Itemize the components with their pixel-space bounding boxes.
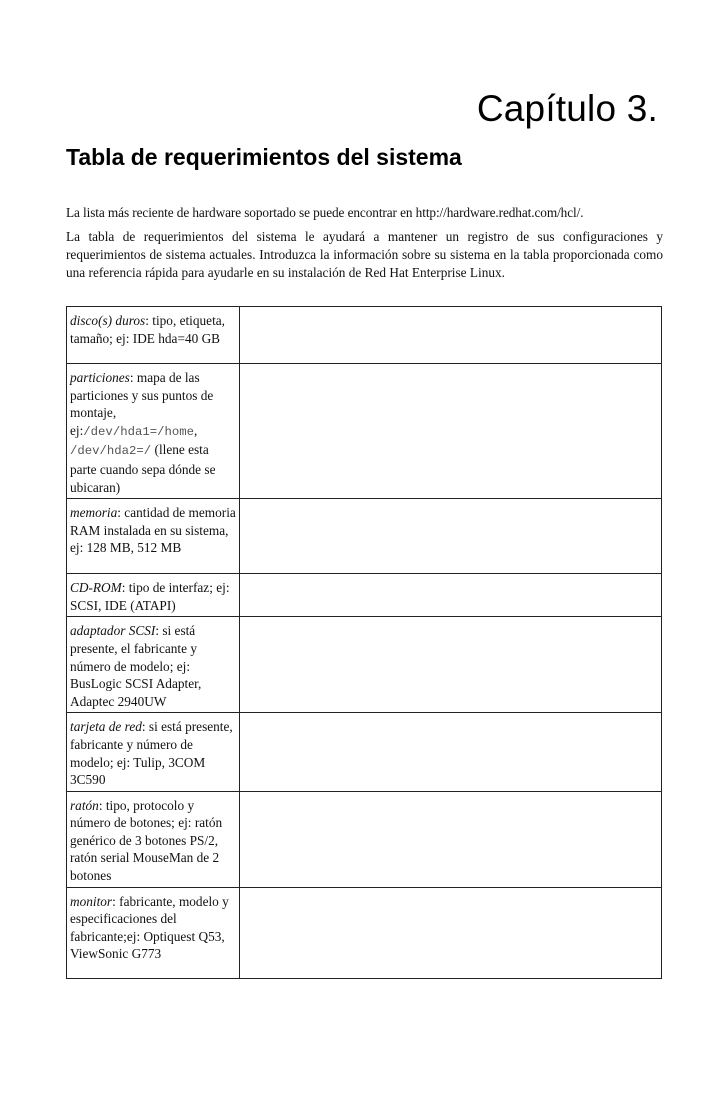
separator: ,	[194, 422, 198, 438]
value-cell-scsi[interactable]	[240, 617, 662, 713]
intro-paragraph-hcl: La lista más reciente de hardware soportado se puede encontrar en http://hardware.redhat.com/hcl/.	[66, 205, 584, 220]
row-label-cdrom	[67, 574, 240, 617]
page-title: Tabla de requerimientos del sistema	[66, 144, 462, 170]
term: adaptador SCSI	[70, 623, 156, 639]
description: : mapa de las particiones y sus puntos de montaje, ej:	[70, 370, 214, 438]
code-path: /dev/hda1=/home	[83, 424, 194, 439]
description-after: (llene esta parte cuando sepa dónde se ubicaran)	[70, 442, 216, 495]
table-row	[67, 574, 662, 617]
table-row	[67, 791, 662, 887]
value-cell-disks[interactable]	[240, 307, 662, 364]
description: : tipo de interfaz; ej: SCSI, IDE (ATAPI)	[70, 580, 230, 613]
row-label-network	[67, 713, 240, 791]
term: ratón	[70, 797, 99, 813]
description: : tipo, etiqueta, tamaño; ej: IDE hda=40 GB	[70, 313, 225, 346]
value-cell-memory[interactable]	[240, 499, 662, 574]
table-row	[67, 713, 662, 791]
description: : fabricante, modelo y especificaciones del fabricante;ej: Optiquest Q53, ViewSonic G773	[70, 893, 229, 962]
requirements-table	[66, 306, 662, 979]
table-row	[67, 307, 662, 364]
term: disco(s) duros	[70, 313, 146, 328]
table-row	[67, 364, 662, 499]
description: : cantidad de memoria RAM instalada en su sistema, ej: 128 MB, 512 MB	[70, 505, 236, 556]
row-label-mouse	[67, 791, 240, 887]
table-row	[67, 617, 662, 713]
row-label-scsi	[67, 617, 240, 713]
description: : tipo, protocolo y número de botones; ej: ratón genérico de 3 botones PS/2, ratón serial MouseMan de 2 botones	[70, 797, 223, 884]
value-cell-network[interactable]	[240, 713, 662, 791]
value-cell-mouse[interactable]	[240, 791, 662, 887]
term: memoria	[70, 505, 118, 521]
table-row	[67, 499, 662, 574]
term: particiones	[70, 370, 130, 385]
description: : si está presente, el fabricante y número de modelo; ej: BusLogic SCSI Adapter, Adaptec 2940UW	[70, 623, 202, 709]
row-label-memory	[67, 499, 240, 574]
term: monitor	[70, 893, 113, 909]
value-cell-cdrom[interactable]	[240, 574, 662, 617]
chapter-heading: Capítulo 3.	[476, 88, 658, 129]
value-cell-partitions[interactable]	[240, 364, 662, 499]
term: CD-ROM	[70, 580, 122, 596]
term: tarjeta de red	[70, 719, 142, 735]
value-cell-monitor[interactable]	[240, 887, 662, 978]
row-label-partitions	[67, 364, 240, 499]
table-row	[67, 887, 662, 978]
intro-paragraph-table: La tabla de requerimientos del sistema le ayudará a mantener un registro de sus configuraciones y requerimientos de sistema actuales. Introduzca la información sobre su sistema en la tabla proporcionada como una referencia rápida para ayudarle en su instalación de Red Hat Enterprise Linux.	[66, 229, 663, 280]
row-label-disks	[67, 307, 240, 364]
description: : si está presente, fabricante y número de modelo; ej: Tulip, 3COM 3C590	[70, 719, 233, 788]
row-label-monitor	[67, 887, 240, 978]
code-path: /dev/hda2=/	[70, 444, 152, 459]
